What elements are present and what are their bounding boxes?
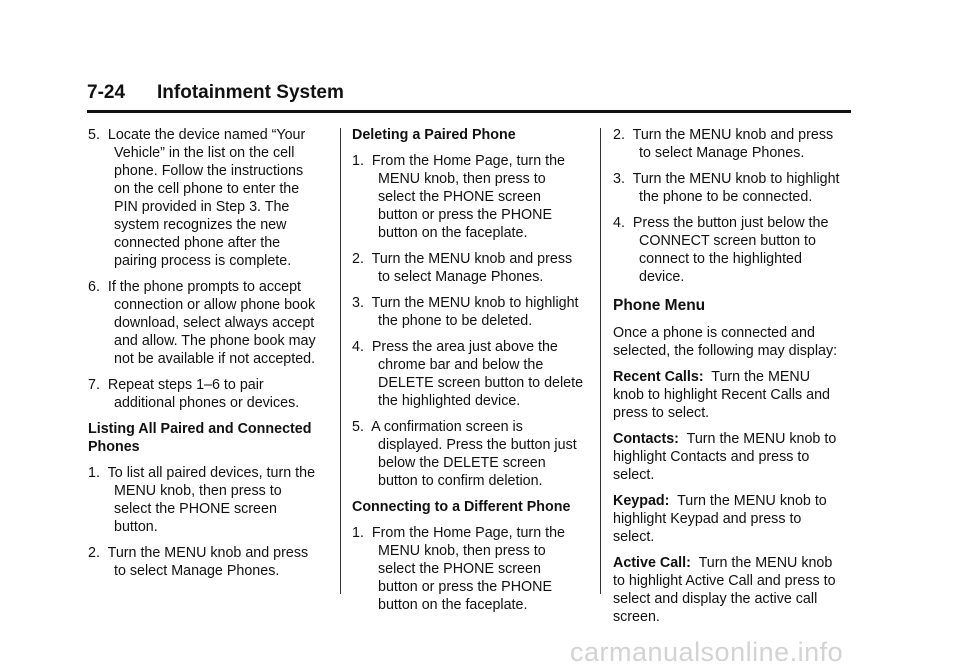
step-number: 4.	[613, 215, 625, 231]
step-number: 3.	[613, 171, 625, 187]
column-divider	[340, 128, 341, 594]
term-definition	[613, 430, 845, 484]
term-label: Contacts:	[613, 431, 679, 447]
step-number: 2.	[88, 545, 100, 561]
term-definition	[613, 554, 845, 626]
step-text: Turn the MENU knob to highlight the phone to be connected.	[632, 171, 840, 205]
step-text: To list all paired devices, turn the MENU knob, then press to select the PHONE screen button.	[107, 465, 316, 535]
step-number: 3.	[352, 295, 364, 311]
step-text: Repeat steps 1–6 to pair additional phones or devices.	[107, 377, 300, 411]
page-header	[87, 80, 851, 113]
step-text: A confirmation screen is displayed. Press the button just below the DELETE screen button to confirm deletion.	[371, 419, 577, 489]
text-column-3	[613, 126, 845, 634]
list-item	[613, 170, 845, 206]
step-text: From the Home Page, turn the MENU knob, then press to select the PHONE screen button or press the PHONE button on the faceplate.	[371, 525, 565, 613]
column-divider	[600, 128, 601, 594]
text-column-2	[352, 126, 584, 622]
term-description: Turn the MENU knob to highlight Keypad and press to select.	[613, 493, 827, 545]
list-item	[352, 152, 584, 242]
step-number: 5.	[88, 127, 100, 143]
step-text: Turn the MENU knob and press to select Manage Phones.	[107, 545, 309, 579]
list-item	[352, 250, 584, 286]
list-item	[88, 278, 320, 368]
step-number: 5.	[352, 419, 364, 435]
list-item	[352, 294, 584, 330]
term-label: Recent Calls:	[613, 369, 704, 385]
chapter-title: Infotainment System	[157, 82, 344, 103]
term-description: Turn the MENU knob to highlight Active Call and press to select and display the active call screen.	[613, 555, 836, 625]
step-text: Turn the MENU knob and press to select Manage Phones.	[371, 251, 573, 285]
list-item	[613, 214, 845, 286]
intro-paragraph: Once a phone is connected and selected, the following may display:	[613, 325, 838, 359]
step-number: 2.	[613, 127, 625, 143]
term-description: Turn the MENU knob to highlight Contacts and press to select.	[613, 431, 837, 483]
step-number: 6.	[88, 279, 100, 295]
list-item	[352, 338, 584, 410]
list-item	[613, 126, 845, 162]
list-item	[88, 376, 320, 412]
text-column-1	[88, 126, 320, 588]
list-item	[88, 464, 320, 536]
list-item	[352, 524, 584, 614]
step-text: Turn the MENU knob to highlight the phone to be deleted.	[371, 295, 579, 329]
step-text: Turn the MENU knob and press to select Manage Phones.	[632, 127, 834, 161]
step-text: Locate the device named “Your Vehicle” in the list on the cell phone. Follow the instructions on the cell phone to enter the PIN provided in Step 3. The system recognizes the new connected phone after the pairing process is complete.	[107, 127, 306, 269]
term-description: Turn the MENU knob to highlight Recent Calls and press to select.	[613, 369, 830, 421]
subheading-deleting-phone: Deleting a Paired Phone	[352, 127, 516, 143]
step-number: 7.	[88, 377, 100, 393]
list-item	[352, 418, 584, 490]
subheading-connecting-phone: Connecting to a Different Phone	[352, 499, 571, 515]
step-number: 1.	[352, 525, 364, 541]
step-number: 1.	[352, 153, 364, 169]
section-heading-phone-menu: Phone Menu	[613, 297, 706, 314]
term-label: Active Call:	[613, 555, 691, 571]
term-definition	[613, 368, 845, 422]
page-number: 7-24	[87, 82, 126, 103]
step-text: From the Home Page, turn the MENU knob, then press to select the PHONE screen button or press the PHONE button on the faceplate.	[371, 153, 565, 241]
step-text: Press the button just below the CONNECT screen button to connect to the highlighted device.	[632, 215, 829, 285]
step-text: Press the area just above the chrome bar and below the DELETE screen button to delete the highlighted device.	[371, 339, 584, 409]
watermark-text: carmanualsonline.info	[570, 637, 844, 667]
step-text: If the phone prompts to accept connection or allow phone book download, select always accept and allow. The phone book may not be available if not accepted.	[107, 279, 316, 367]
list-item	[88, 544, 320, 580]
step-number: 2.	[352, 251, 364, 267]
list-item	[88, 126, 320, 270]
term-label: Keypad:	[613, 493, 670, 509]
term-definition	[613, 492, 845, 546]
step-number: 1.	[88, 465, 100, 481]
step-number: 4.	[352, 339, 364, 355]
subheading-listing-phones: Listing All Paired and Connected Phones	[88, 421, 312, 455]
